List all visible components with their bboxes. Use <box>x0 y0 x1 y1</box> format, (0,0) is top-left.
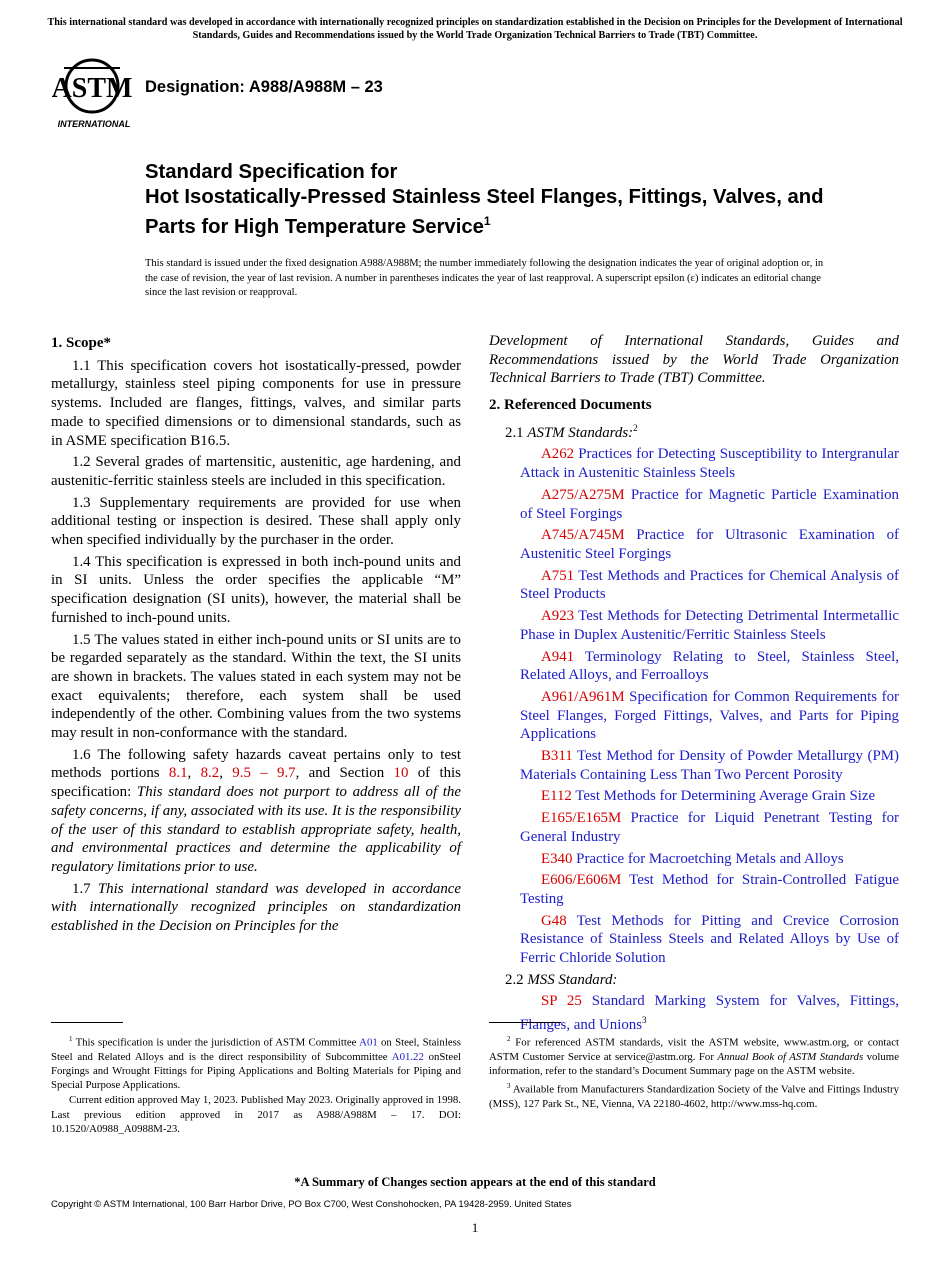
link-8-2[interactable]: 8.2 <box>200 765 220 782</box>
reference-item <box>489 850 899 869</box>
designation: Designation: A988/A988M – 23 <box>145 78 383 96</box>
paragraph-1-5: 1.5 The values stated in either inch-pound units or SI units are to be regarded separately as the standard. Within the text, the SI units are shown in brackets. The values stated in each system may not be exact equivalents; therefore, each system shall be used independently of the other. Combining values from the two systems may result in non-conformance with the standard. <box>51 631 461 742</box>
section-heading-referenced-documents: 2. Referenced Documents <box>489 397 652 414</box>
document-title <box>145 160 865 239</box>
footnote-rule-right <box>489 1022 561 1023</box>
astm-references-list <box>489 445 899 967</box>
reference-title-link[interactable]: Practice for Magnetic Particle Examination of Steel Forgings <box>520 486 899 522</box>
reference-code-link[interactable]: SP 25 <box>541 993 582 1010</box>
astm-standards-heading: 2.1 ASTM Standards:$^2$ <box>505 422 638 441</box>
paragraph-1-7: 1.7 This international standard was developed in accordance with internationally recognized principles on standardization established in the Decision on Principles for the <box>51 880 461 935</box>
paragraph-1-3: 1.3 Supplementary requirements are provided for use when additional testing or inspection is desired. These shall apply only when specified individually by the purchaser in the order. <box>51 494 461 549</box>
reference-item <box>489 445 899 482</box>
reference-item <box>489 648 899 685</box>
mss-references-list <box>489 992 899 1034</box>
reference-code-link[interactable]: A275/A275M <box>541 486 625 503</box>
reference-code-link[interactable]: G48 <box>541 912 567 929</box>
footnote-3: $^3$ Available from Manufacturers Standardization Society of the Valve and Fittings Industry (MSS), 127 Park St., NE, Vienna, VA 22180-4602, http://www.mss-hq.com. <box>489 1082 899 1110</box>
reference-code-link[interactable]: E340 <box>541 850 573 867</box>
reference-title-link[interactable]: Test Methods for Pitting and Crevice Corrosion Resistance of Stainless Steels and Related Alloys by Use of Ferric Chloride Solution <box>520 912 899 967</box>
reference-item <box>489 912 899 968</box>
footnote-rule-left <box>51 1022 123 1023</box>
reference-code-link[interactable]: E165/E165M <box>541 810 622 827</box>
paragraph-1-1: 1.1 This specification covers hot isostatically-pressed, powder metallurgy, stainless steel piping components for use in pressure systems. Included are flanges, fittings, valves, and similar parts made to specified dimensions or to dimensional standards, such as in ASME specification B16.5. <box>51 357 461 449</box>
reference-item <box>489 526 899 563</box>
reference-code-link[interactable]: E112 <box>541 788 572 805</box>
reference-item <box>489 607 899 644</box>
reference-footnote-mark[interactable]: 3 <box>642 1015 647 1026</box>
reference-code-link[interactable]: E606/E606M <box>541 872 622 889</box>
reference-item <box>489 486 899 523</box>
reference-code-link[interactable]: A941 <box>541 648 575 665</box>
reference-title-link[interactable]: Test Methods and Practices for Chemical Analysis of Steel Products <box>520 567 899 603</box>
title-footnote-mark[interactable]: 1 <box>483 214 491 228</box>
link-section-10[interactable]: 10 <box>393 765 409 782</box>
reference-title-link[interactable]: Test Method for Density of Powder Metallurgy (PM) Materials Containing Less Than Two Percent Porosity <box>520 748 899 783</box>
paragraph-1-7-continued: Development of International Standards, Guides and Recommendations issued by the World Trade Organization Technical Barriers to Trade (TBT) Committee. <box>489 333 899 387</box>
footnotes-left <box>51 1032 461 1137</box>
link-9-5-9-7[interactable]: 9.5 – 9.7 <box>232 765 296 782</box>
logo-text: ASTM <box>52 73 133 104</box>
logo-subtext: INTERNATIONAL <box>57 119 131 129</box>
reference-item <box>489 809 899 846</box>
reference-code-link[interactable]: A751 <box>541 567 575 584</box>
reference-title-link[interactable]: Test Methods for Determining Average Grain Size <box>575 788 876 805</box>
reference-item <box>489 567 899 604</box>
page-number: 1 <box>471 1220 479 1235</box>
copyright: Copyright © ASTM International, 100 Barr Harbor Drive, PO Box C700, West Conshohocken, PA 19428-2959. United States <box>51 1199 572 1210</box>
reference-title-link[interactable]: Practice for Ultrasonic Examination of Austenitic Steel Forgings <box>520 527 899 562</box>
paragraph-1-6: 1.6 The following safety hazards caveat pertains only to test methods portions 8.1, 8.2, 9.5 – 9.7, and Section 10 of this specification: This standard does not purport to address all of the safety concerns, if any, associated with its use. It is the responsibility of the user of this standard to establish appropriate safety, health, and environmental practices and determine the applicability of regulatory limitations prior to use. <box>51 746 461 875</box>
astm-logo-icon <box>52 54 136 132</box>
reference-code-link[interactable]: A745/A745M <box>541 527 625 544</box>
header-note: This international standard was developed in accordance with internationally recognized principles on standardization established in the Decision on Principles for the Development of International Standards, Guides and Recommendations issued by the World Trade Organization Technical Barriers to Trade (TBT) Committee. <box>47 17 903 41</box>
reference-title-link[interactable]: Standard Marking System for Valves, Fittings, Flanges, and Unions <box>520 993 899 1034</box>
reference-code-link[interactable]: A923 <box>541 608 575 625</box>
right-column <box>489 332 899 1038</box>
reference-title-link[interactable]: Test Methods for Detecting Detrimental Intermetallic Phase in Duplex Austenitic/Ferritic Stainless Steels <box>520 608 899 643</box>
paragraph-1-2: 1.2 Several grades of martensitic, austenitic, age hardening, and austenitic-ferritic stainless steels are included in this specification. <box>51 454 461 489</box>
reference-title-link[interactable]: Specification for Common Requirements for Steel Flanges, Forged Fittings, Valves, and Parts for Piping Applications <box>520 688 899 743</box>
link-committee-a01[interactable]: A01 <box>359 1036 378 1049</box>
link-8-1[interactable]: 8.1 <box>168 765 188 782</box>
section-heading-scope: 1. Scope* <box>51 335 111 351</box>
reference-item <box>489 787 899 806</box>
preamble: This standard is issued under the fixed designation A988/A988M; the number immediately following the designation indicates the year of original adoption or, in the case of revision, the year of last revision. A number in parentheses indicates the year of last reapproval. A superscript epsilon (ε) indicates an editorial change since the last revision or reapproval. <box>145 258 824 298</box>
reference-title-link[interactable]: Practices for Detecting Susceptibility to Intergranular Attack in Austenitic Stainless Steels <box>520 446 899 482</box>
link-subcommittee-a01-22[interactable]: A01.22 <box>391 1050 424 1063</box>
reference-title-link[interactable]: Practice for Liquid Penetrant Testing for General Industry <box>520 810 899 845</box>
reference-code-link[interactable]: A262 <box>541 446 575 463</box>
reference-item <box>489 688 899 744</box>
reference-item <box>489 992 899 1034</box>
footnote-1-edition: Current edition approved May 1, 2023. Published May 2023. Originally approved in 1998. Last previous edition approved in 2017 as A988/A988M – 17. DOI: 10.1520/A0988_A0988M-23. <box>51 1094 461 1135</box>
footnote-1: $^1$ This specification is under the jurisdiction of ASTM Committee A01 on Steel, Stainless Steel and Related Alloys and is the direct responsibility of Subcommittee A01.22 onSteel Forgings and Wrought Fittings for Piping Applications and Bolting Materials for Piping and Special Purpose Applications. <box>51 1035 462 1092</box>
footnotes-right <box>489 1032 899 1112</box>
mss-standard-heading: 2.2 MSS Standard: <box>505 971 618 988</box>
reference-title-link[interactable]: Terminology Relating to Steel, Stainless Steel, Related Alloys, and Ferroalloys <box>520 648 899 684</box>
title-line-2: Hot Isostatically-Pressed Stainless Steel Flanges, Fittings, Valves, and Parts for High Temperature Service$^1$ <box>145 185 824 238</box>
reference-code-link[interactable]: B311 <box>541 748 573 765</box>
summary-of-changes-note: *A Summary of Changes section appears at the end of this standard <box>294 1175 656 1189</box>
reference-code-link[interactable]: A961/A961M <box>541 688 625 705</box>
left-column <box>51 332 461 939</box>
reference-title-link[interactable]: Test Method for Strain-Controlled Fatigue Testing <box>520 872 899 907</box>
reference-item <box>489 871 899 908</box>
reference-title-link[interactable]: Practice for Macroetching Metals and Alloys <box>576 850 844 867</box>
footnote-2: $^2$ For referenced ASTM standards, visit the ASTM website, www.astm.org, or contact ASTM Customer Service at service@astm.org. For Annual Book of ASTM Standards volume information, refer to the standard’s Document Summary page on the ASTM website. <box>489 1035 899 1077</box>
title-line-1: Standard Specification for <box>145 161 398 183</box>
reference-item <box>489 747 899 784</box>
paragraph-1-4: 1.4 This specification is expressed in both inch-pound units and in SI units. Unless the order specifies the applicable “M” specification designation (SI units), however, the material shall be furnished to inch-pound units. <box>51 553 461 626</box>
